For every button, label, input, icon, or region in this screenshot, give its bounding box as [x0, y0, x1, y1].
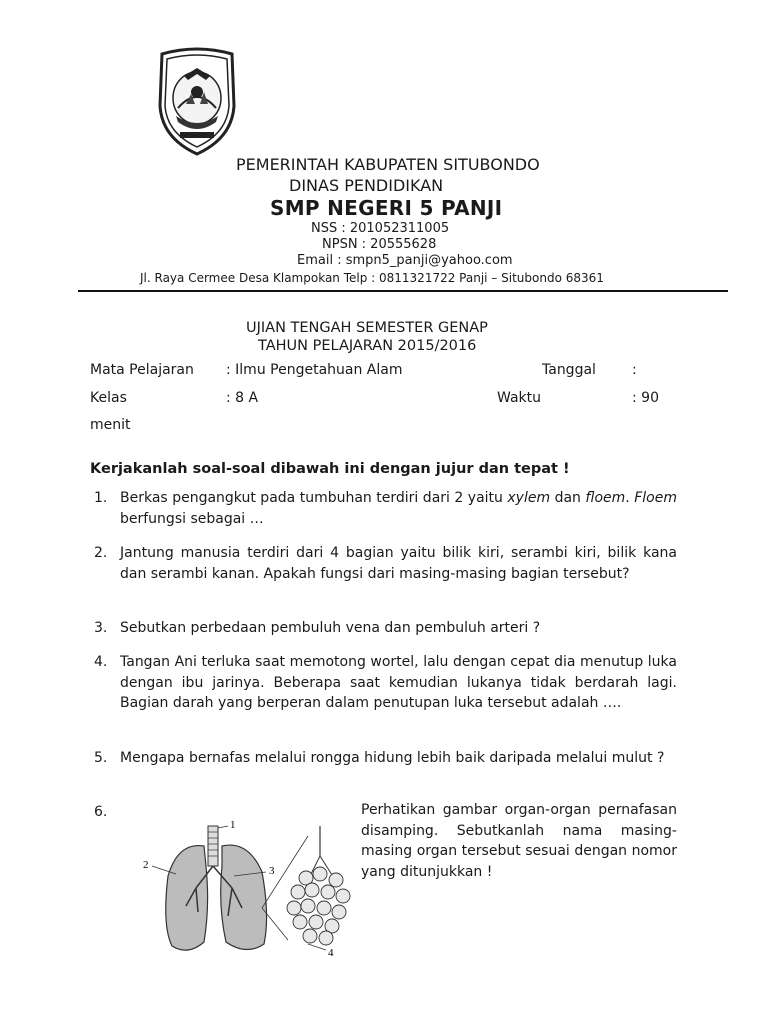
question-1 [94, 488, 677, 529]
time-value: : 90 [632, 390, 659, 406]
nss-number: NSS : 201052311005 [311, 221, 450, 236]
question-number: 2. [94, 545, 108, 561]
question-4 [94, 652, 677, 714]
regency-crest-logo [156, 46, 238, 158]
figure-label-3: 3 [269, 865, 275, 877]
subject-label: Mata Pelajaran [90, 362, 194, 378]
question-number: 5. [94, 750, 108, 766]
question-3 [94, 618, 677, 639]
header-divider [78, 290, 728, 292]
question-text: . [625, 490, 635, 506]
exam-title: UJIAN TENGAH SEMESTER GENAP [246, 320, 488, 336]
question-text: Sebutkan perbedaan pembuluh vena dan pembuluh arteri ? [120, 620, 541, 636]
subject-value: : Ilmu Pengetahuan Alam [226, 362, 403, 378]
government-name: PEMERINTAH KABUPATEN SITUBONDO [236, 155, 540, 174]
question-text: Berkas pengangkut pada tumbuhan terdiri dari 2 yaitu [120, 490, 508, 506]
figure-label-2: 2 [143, 859, 149, 871]
date-value: : [632, 362, 637, 378]
school-name: SMP NEGERI 5 PANJI [270, 196, 503, 220]
instruction: Kerjakanlah soal-soal dibawah ini dengan jujur dan tepat ! [90, 461, 570, 477]
department-name: DINAS PENDIDIKAN [289, 176, 444, 195]
question-number: 4. [94, 654, 108, 670]
date-label: Tanggal [542, 362, 596, 378]
question-text: Jantung manusia terdiri dari 4 bagian yaitu bilik kiri, serambi kiri, bilik kana dan serambi kanan. Apakah fungsi dari masing-masing bagian tersebut? [120, 545, 677, 582]
term-xylem: xylem [507, 490, 551, 506]
school-email: Email : smpn5_panji@yahoo.com [297, 253, 513, 268]
respiratory-organs-figure [138, 816, 360, 962]
figure-label-4: 4 [328, 947, 334, 959]
question-text: dan [550, 490, 586, 506]
figure-label-1: 1 [230, 819, 236, 831]
question-number: 3. [94, 620, 108, 636]
npsn-number: NPSN : 20555628 [322, 237, 437, 252]
question-text: Tangan Ani terluka saat memotong wortel, lalu dengan cepat dia menutup luka dengan ibu jarinya. Beberapa saat kemudian lukanya tidak berdarah lagi. Bagian darah yang berperan dalam penutupan luka tersebut adalah …. [120, 654, 677, 711]
time-unit: menit [90, 417, 131, 433]
question-text: Mengapa bernafas melalui rongga hidung lebih baik daripada melalui mulut ? [120, 750, 665, 766]
question-6-text: Perhatikan gambar organ-organ pernafasan disamping. Sebutkanlah nama masing-masing organ tersebut sesuai dengan nomor yang ditunjukkan ! [361, 802, 677, 880]
term-floem-start: Floem [634, 490, 677, 506]
question-number: 6. [94, 804, 108, 820]
academic-year: TAHUN PELAJARAN 2015/2016 [258, 338, 477, 354]
question-5 [94, 748, 677, 769]
question-2 [94, 543, 677, 584]
school-address: Jl. Raya Cermee Desa Klampokan Telp : 0811321722 Panji – Situbondo 68361 [140, 271, 604, 285]
question-number: 1. [94, 490, 108, 506]
time-label: Waktu [497, 390, 541, 406]
question-text: berfungsi sebagai … [120, 510, 264, 527]
class-value: : 8 A [226, 390, 259, 406]
term-floem: floem [585, 490, 626, 506]
class-label: Kelas [90, 390, 127, 406]
